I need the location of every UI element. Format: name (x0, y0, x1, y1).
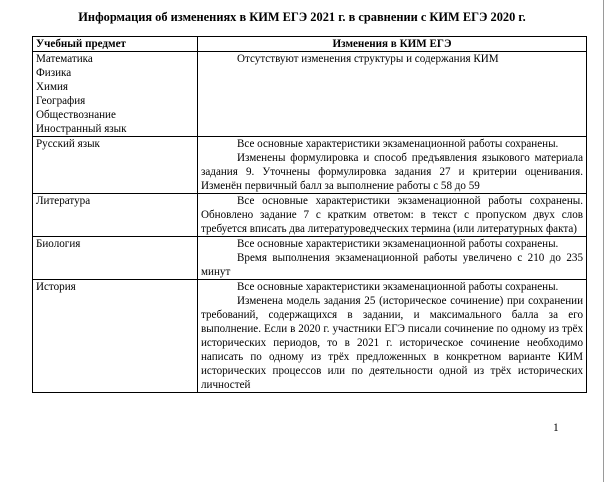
table-row (33, 280, 587, 393)
change-paragraph: Все основные характеристики экзаменационной работы сохранены. (237, 281, 559, 293)
table-row (33, 137, 587, 194)
subject-cell (33, 280, 198, 393)
header-subject: Учебный предмет (33, 37, 198, 52)
subject-name: История (36, 281, 76, 293)
subject-cell (33, 52, 198, 137)
subject-name: Физика (36, 67, 72, 79)
changes-cell (198, 194, 587, 237)
table-row (33, 237, 587, 280)
header-changes: Изменения в КИМ ЕГЭ (198, 37, 587, 52)
subject-name: Математика (36, 53, 93, 65)
table-row (33, 52, 587, 137)
changes-cell (198, 52, 587, 137)
change-paragraph: Время выполнения экзаменационной работы увеличено с 210 до 235 минут (201, 252, 583, 278)
change-paragraph: Отсутствуют изменения структуры и содержания КИМ (237, 53, 499, 65)
document-title: Информация об изменениях в КИМ ЕГЭ 2021 г. в сравнении с КИМ ЕГЭ 2020 г. (78, 10, 526, 24)
subject-name: Литература (36, 195, 91, 207)
subject-name: Обществознание (36, 109, 116, 121)
changes-table (32, 36, 587, 393)
change-paragraph: Изменены формулировка и способ предъявления языкового материала задания 9. Уточнены формулировка задания 27 и критерии оценивания. Изменён первичный балл за выполнение работы с 58 до 59 (201, 152, 583, 192)
changes-cell (198, 280, 587, 393)
table-header-row (33, 37, 587, 52)
change-paragraph: Изменена модель задания 25 (историческое сочинение) при сохранении требований, содержащихся в задании, и максимального балла за его выполнение. Если в 2020 г. участники ЕГЭ писали сочинение по одному из трёх исторических периодов, то в 2021 г. историческое сочинение необходимо написать по одному из трёх предложенных в конкретном варианте КИМ исторических процессов или по деятельности одной из трёх исторических личностей (201, 295, 583, 391)
table-row (33, 194, 587, 237)
page-number: 1 (553, 422, 559, 434)
changes-cell (198, 237, 587, 280)
changes-cell (198, 137, 587, 194)
subject-cell (33, 194, 198, 237)
change-paragraph: Все основные характеристики экзаменационной работы сохранены. Обновлено задание 7 с кратким ответом: в текст с пропуском двух слов требуется вписать два литературоведческих термина (или литературных факта) (201, 195, 583, 235)
change-paragraph: Все основные характеристики экзаменационной работы сохранены. (237, 238, 559, 250)
subject-name: Русский язык (36, 138, 100, 150)
subject-cell (33, 237, 198, 280)
subject-name: Иностранный язык (36, 123, 127, 135)
subject-name: География (36, 95, 86, 107)
subject-cell (33, 137, 198, 194)
change-paragraph: Все основные характеристики экзаменационной работы сохранены. (237, 138, 559, 150)
subject-name: Химия (36, 81, 69, 93)
subject-name: Биология (36, 238, 81, 250)
